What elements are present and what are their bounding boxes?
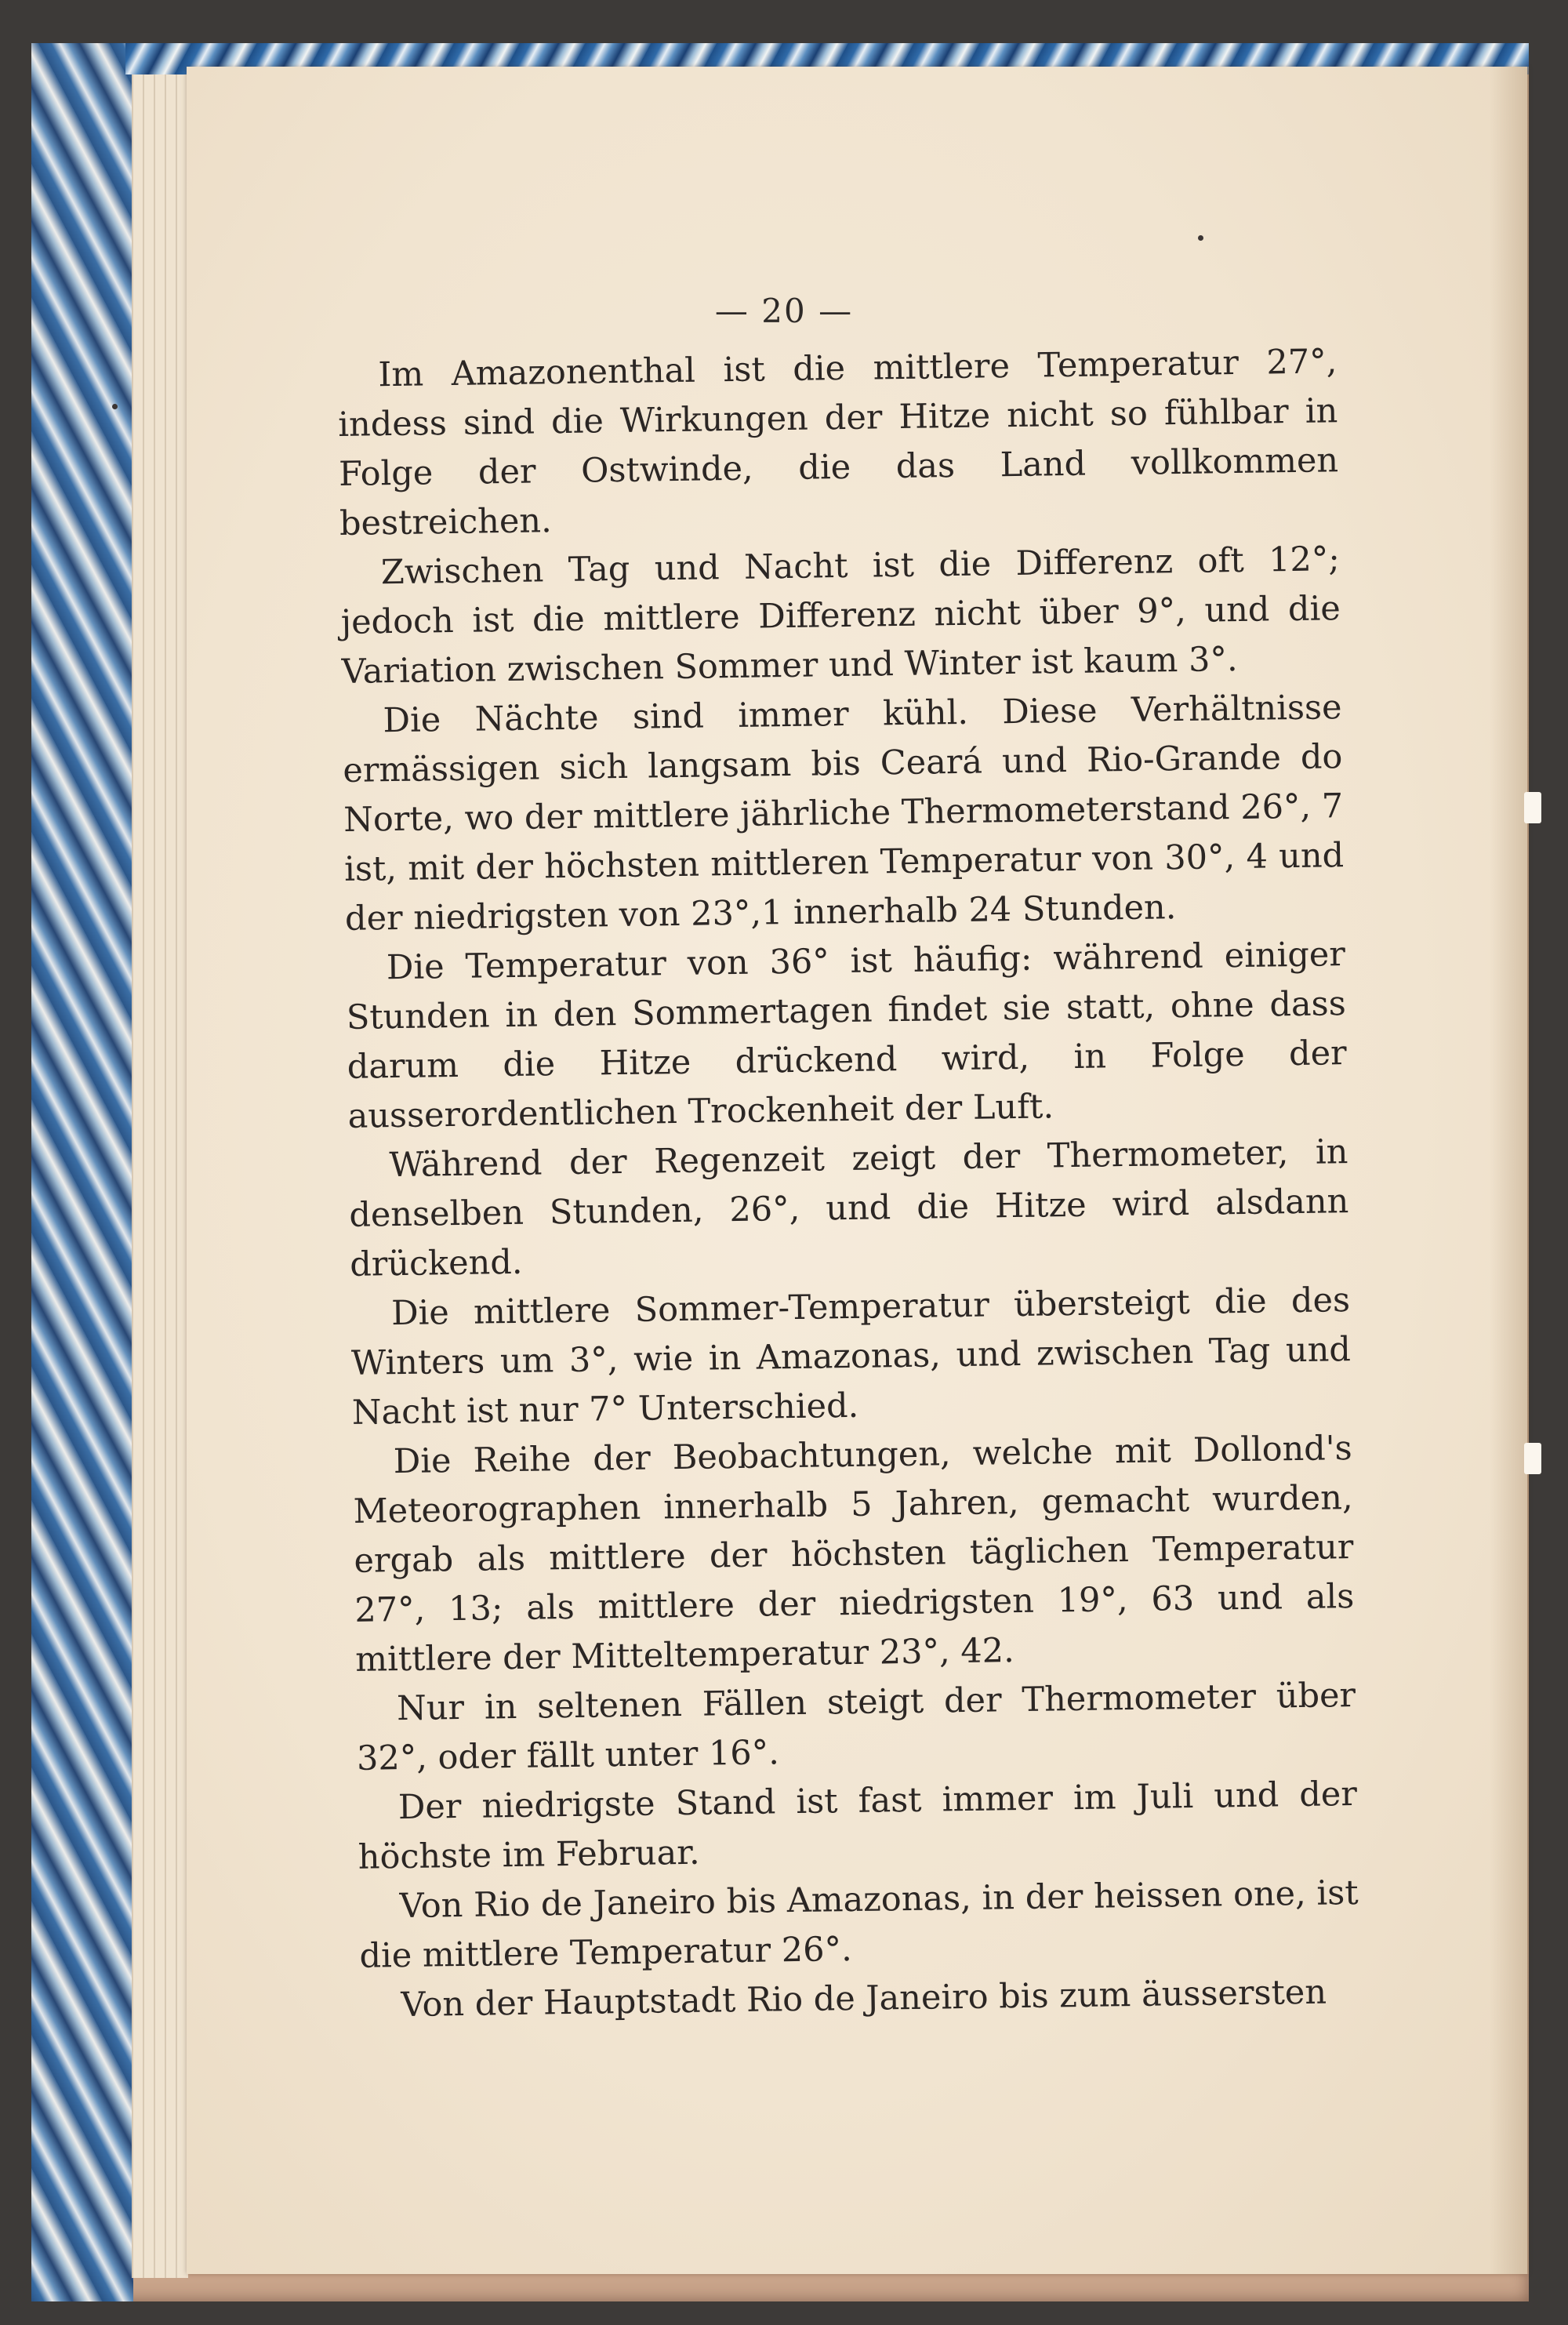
paragraph: Die Nächte sind immer kühl. Diese Verhältnisse ermässigen sich langsam bis Ceará und Rio-Grande do Norte, wo der mittlere jährliche Thermometerstand 26°, 7 ist, mit der höchsten mittleren Temperatur von 30°, 4 und der niedrigsten von 23°,1 innerhalb 24 Stunden. — [343, 688, 1345, 939]
paragraph: Die Temperatur von 36° ist häufig: während einiger Stunden in den Sommertagen findet sie statt, ohne dass darum die Hitze drückend wird, in Folge der ausserordentlichen Trockenheit der Luft. — [346, 935, 1347, 1136]
paragraph: Nur in seltenen Fällen steigt der Thermometer über 32°, oder fällt unter 16°. — [356, 1676, 1356, 1778]
paragraph: Im Amazonenthal ist die mittlere Temperatur 27°, indess sind die Wirkungen der Hitze nicht so fühlbar in Folge der Ostwinde, die das Land vollkommen bestreichen. — [337, 342, 1339, 543]
paragraph: Der niedrigste Stand ist fast immer im Juli und der höchste im Februar. — [358, 1775, 1358, 1877]
body-text — [337, 337, 1360, 2031]
paragraph: Die Reihe der Beobachtungen, welche mit Dollond's Meteorographen innerhalb 5 Jahren, gemacht wurden, ergab als mittlere der höchsten täglichen Temperatur 27°, 13; als mittlere der niedrigsten 19°, 63 und als mittlere der Mitteltemperatur 23°, 42. — [353, 1429, 1355, 1680]
paragraph: Die mittlere Sommer-Temperatur übersteigt die des Winters um 3°, wie in Amazonas, und zwischen Tag und Nacht ist nur 7° Unterschied. — [350, 1281, 1352, 1433]
ink-speck — [1198, 235, 1203, 241]
page-tab-marker — [1524, 1443, 1541, 1474]
page-gutter-shadow — [1490, 67, 1529, 2274]
paragraph: Während der Regenzeit zeigt der Thermometer, in denselben Stunden, 26°, und die Hitze wird alsdann drückend. — [349, 1132, 1349, 1284]
paragraph: Von der Hauptstadt Rio de Janeiro bis zum äussersten — [401, 1972, 1327, 2025]
marbled-endpaper — [31, 43, 133, 2301]
page-tab-marker — [1524, 792, 1541, 823]
paragraph: Zwischen Tag und Nacht ist die Differenz oft 12°; jedoch ist die mittlere Differenz nicht über 9°, und die Variation zwischen Sommer und Winter ist kaum 3°. — [340, 539, 1341, 692]
paragraph: Von Rio de Janeiro bis Amazonas, in der heissen one, ist die mittlere Temperatur 26°. — [359, 1873, 1359, 1976]
ink-speck — [112, 404, 118, 409]
page-number: — 20 — — [714, 292, 854, 330]
